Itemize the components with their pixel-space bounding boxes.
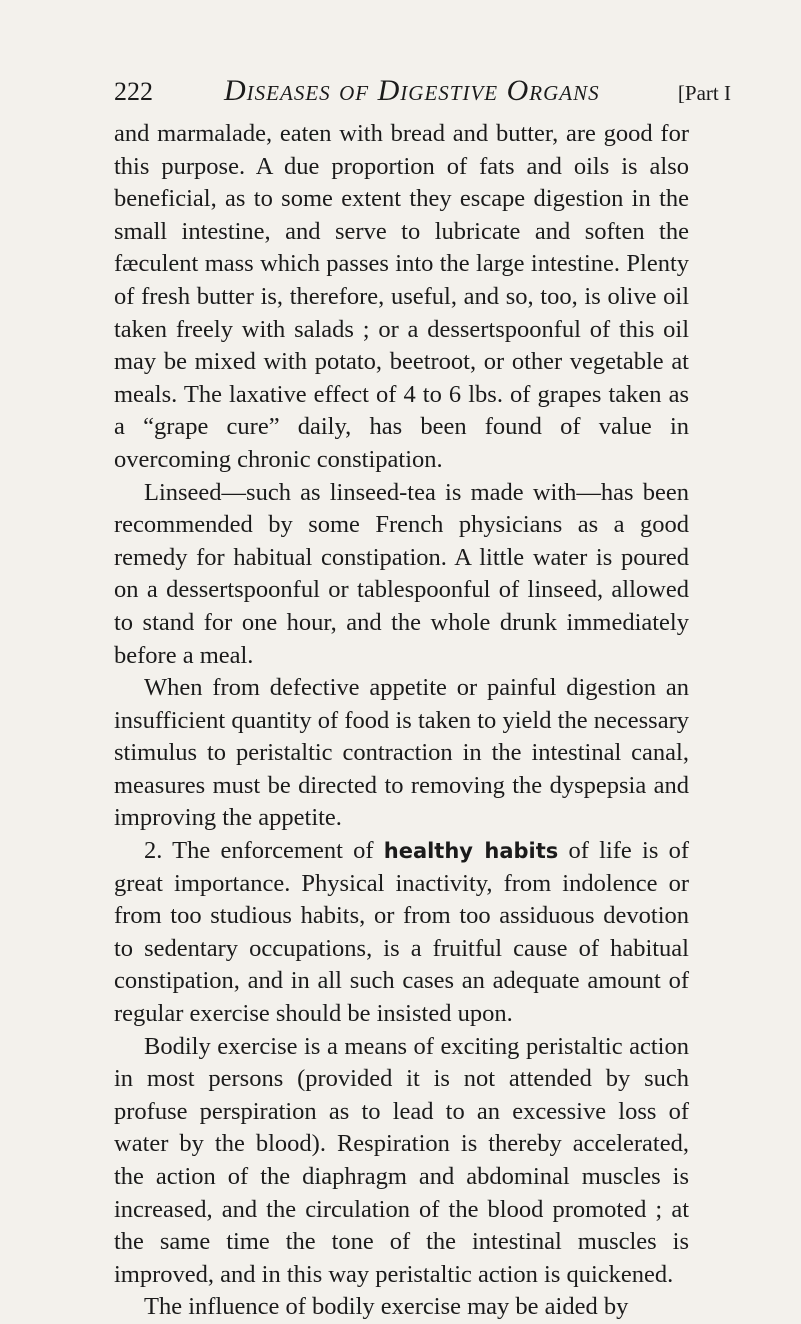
- page-number: 222: [114, 77, 153, 106]
- paragraph-4-start: 2. The enforcement of: [144, 837, 384, 865]
- paragraph-2: Linseed—such as linseed-tea is made with—has been recommended by some French physicians as a good remedy for habitual constipation. A little water is poured on a dessertspoonful or tablespoonful of linseed, allowed to stand for one hour, and the whole drunk immediately before a meal.: [114, 478, 689, 669]
- paragraph-4: [114, 835, 689, 1031]
- running-title: Diseases of Digestive Organs: [224, 74, 600, 107]
- bold-phrase-healthy-habits: healthy habits: [383, 839, 559, 864]
- paragraph-3: When from defective appetite or painful digestion an insufficient quantity of food is taken to yield the necessary stimulus to peristaltic contraction in the intestinal canal, measures must be directed to removing the dyspepsia and improving the appetite.: [114, 674, 689, 832]
- paragraph-5: Bodily exercise is a means of exciting peristaltic action in most persons (provided it is not attended by such profuse perspiration as to lead to an excessive loss of water by the blood). Respiration is thereby accelerated, the action of the diaphragm and abdominal muscles is increased, and the circulation of the blood promoted ; at the same time the tone of the intestinal muscles is improved, and in this way peristaltic action is quickened.: [114, 1032, 689, 1288]
- part-label: [Part I: [677, 81, 731, 105]
- paragraph-6: The influence of bodily exercise may be aided by: [144, 1293, 629, 1321]
- body-text: [114, 118, 689, 1324]
- paragraph-1: and marmalade, eaten with bread and butter, are good for this purpose. A due proportion of fats and oils is also beneficial, as to some extent they escape digestion in the small intestine, and serve to lubricate and soften the fæculent mass which passes into the large intestine. Plenty of fresh butter is, therefore, useful, and so, too, is olive oil taken freely with salads ; or a dessertspoonful of this oil may be mixed with potato, beetroot, or other vegetable at meals. The laxative effect of 4 to 6 lbs. of grapes taken as a “grape cure” daily, has been found of value in overcoming chronic constipation.: [114, 120, 689, 473]
- paragraph-4-rest: of life is of great importance. Physical inactivity, from indolence or from too studious habits, or from too assiduous devotion to sedentary occupations, is a fruitful cause of habitual constipation, and in all such cases an adequate amount of regular exercise should be insisted upon.: [114, 837, 689, 1028]
- running-header: [114, 74, 731, 110]
